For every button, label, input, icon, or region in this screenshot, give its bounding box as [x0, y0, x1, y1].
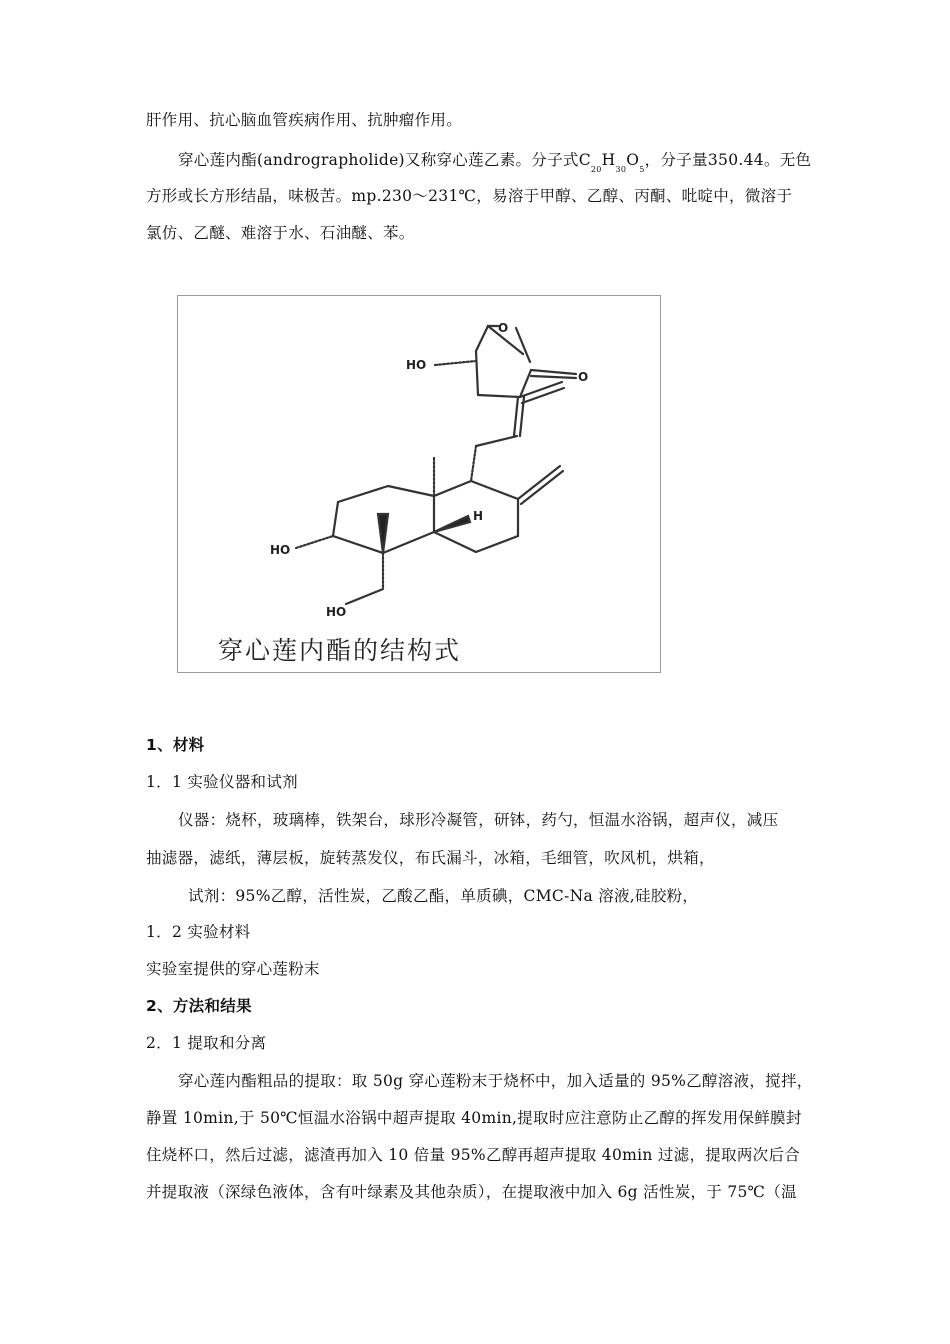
- bond: [388, 486, 434, 496]
- subscript: 5: [639, 165, 645, 174]
- atom-label-ho: HO: [270, 543, 291, 557]
- bond: [522, 388, 564, 403]
- bond: [296, 536, 333, 548]
- bond: [434, 532, 476, 552]
- bond: [531, 376, 576, 378]
- subsection-heading: 1．2 实验材料: [146, 923, 251, 941]
- bond: [518, 466, 560, 499]
- bond: [478, 395, 520, 397]
- bond: [346, 589, 383, 604]
- bond: [476, 351, 478, 395]
- atom-label-o: O: [578, 370, 589, 384]
- section-heading: 1、材料: [146, 736, 205, 754]
- bond: [521, 471, 563, 504]
- paragraph-line: 仪器：烧杯，玻璃棒，铁架台，球形冷凝管，研钵，药勺，恒温水浴锅，超声仪，减压: [178, 811, 779, 829]
- text-run: O: [626, 151, 640, 169]
- subscript: 20: [590, 165, 602, 174]
- paragraph-line: 肝作用、抗心脑血管疾病作用、抗肿瘤作用。: [146, 111, 463, 129]
- bond: [333, 502, 338, 536]
- structure-figure: [177, 295, 661, 673]
- bond: [476, 436, 517, 446]
- section-heading: 2、方法和结果: [146, 997, 252, 1015]
- bond: [435, 361, 476, 365]
- subsection-heading: 2．1 提取和分离: [146, 1034, 267, 1052]
- bond: [338, 486, 388, 502]
- wedge-bond: [378, 514, 388, 553]
- bond: [531, 370, 576, 374]
- bond: [383, 532, 434, 553]
- paragraph-line: 试剂：95%乙醇，活性炭，乙酸乙酯，单质碘，CMC-Na 溶液,硅胶粉，: [188, 887, 699, 905]
- paragraph-formula-line: [178, 148, 811, 174]
- subscript: 30: [615, 165, 627, 174]
- atom-label-ho: HO: [326, 605, 347, 619]
- paragraph-line: 住烧杯口，然后过滤，滤渣再加入 10 倍量 95%乙醇再超声提取 40min 过滤，提取两次后合: [146, 1146, 801, 1164]
- atom-label-h: H: [473, 509, 484, 523]
- bond: [434, 481, 471, 496]
- bond: [516, 328, 530, 362]
- paragraph-line: 穿心莲内酯粗品的提取：取 50g 穿心莲粉末于烧杯中，加入适量的 95%乙醇溶液，搅拌，: [178, 1072, 813, 1090]
- bond: [476, 536, 518, 552]
- paragraph-line: 并提取液（深绿色液体，含有叶绿素及其他杂质），在提取液中加入 6g 活性炭，于 75℃（温: [146, 1183, 797, 1201]
- text-run: 穿心莲内酯(andrographolide)又称穿心莲乙素。分子式C: [178, 151, 591, 169]
- paragraph-line: 氯仿、乙醚、难溶于水、石油醚、苯。: [146, 224, 415, 242]
- paragraph-line: 静置 10min,于 50℃恒温水浴锅中超声提取 40min,提取时应注意防止乙醇的挥发用保鲜膜封: [146, 1109, 802, 1127]
- andrographolide-structure-diagram: [178, 296, 660, 672]
- wedge-bond: [434, 516, 470, 532]
- atom-label-o: O: [498, 321, 509, 335]
- text-run: ，分子量350.44。无色: [644, 151, 812, 169]
- text-run: H: [601, 151, 616, 169]
- bond: [514, 397, 518, 436]
- bond: [471, 446, 476, 481]
- bond: [476, 326, 488, 351]
- paragraph-line: 实验室提供的穿心莲粉末: [146, 960, 320, 978]
- atom-label-ho: HO: [406, 358, 427, 372]
- bond: [333, 536, 383, 553]
- figure-caption: 穿心莲内酯的结构式: [218, 636, 462, 665]
- bond: [471, 481, 518, 499]
- subsection-heading: 1．1 实验仪器和试剂: [146, 773, 298, 791]
- paragraph-line: 方形或长方形结晶，味极苦。mp.230～231℃，易溶于甲醇、乙醇、丙酮、吡啶中，微溶于: [146, 187, 793, 205]
- paragraph-line: 抽滤器，滤纸，薄层板，旋转蒸发仪，布氏漏斗，冰箱，毛细管，吹风机，烘箱，: [146, 849, 715, 867]
